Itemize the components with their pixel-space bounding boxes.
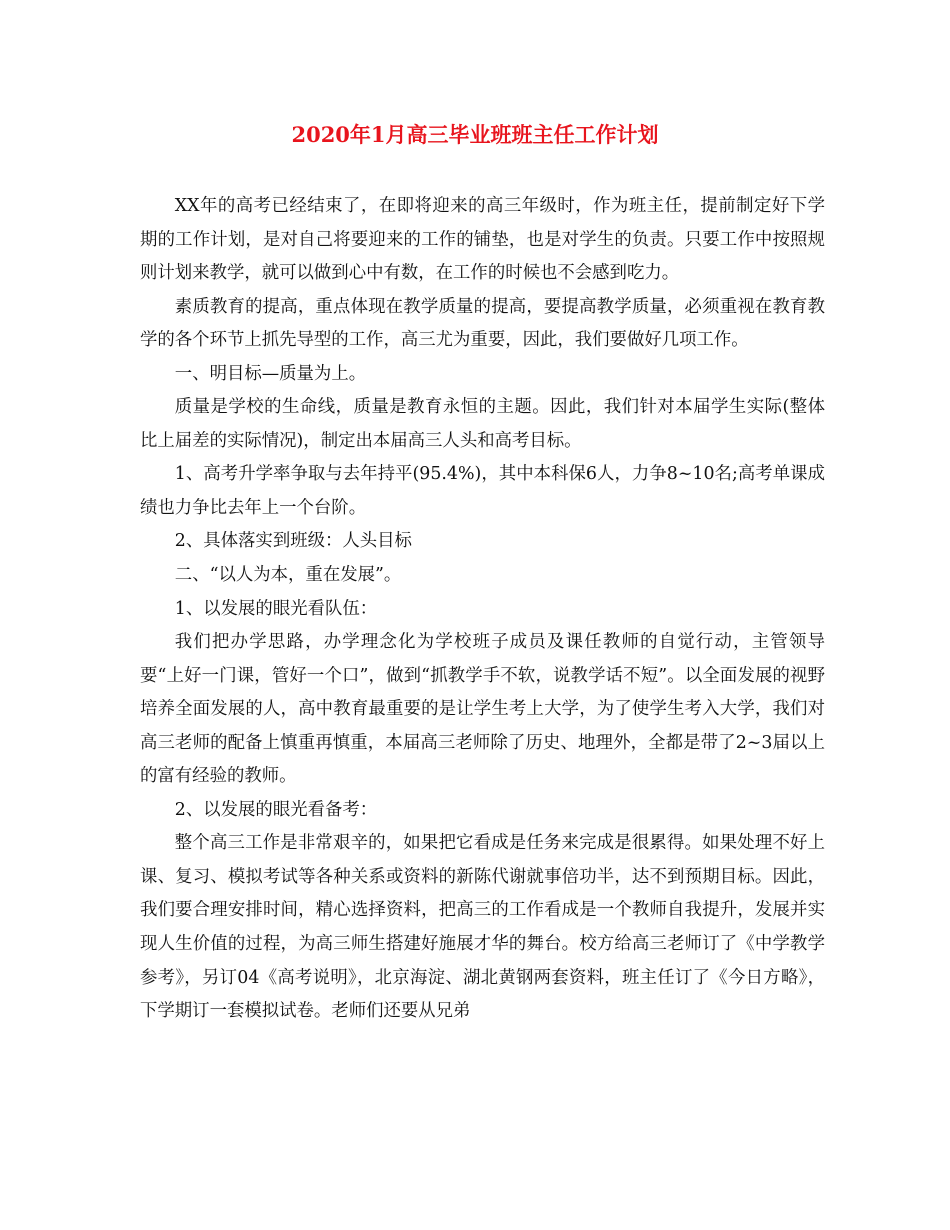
paragraph-exam-prep: 整个高三工作是非常艰辛的，如果把它看成是任务来完成是很累得。如果处理不好上课、复习、模拟考试等各种关系或资料的新陈代谢就事倍功半，达不到预期目标。因此，我们要合理安排时间，精心选择资料，把高三的工作看成是一个教师自我提升，发展并实现人生价值的过程，为高三师生搭建好施展才华的舞台。校方给高三老师订了《中学教学参考》，另订04《高考说明》，北京海淀、湖北黄钢两套资料，班主任订了《今日方略》，下学期订一套模拟试卷。老师们还要从兄弟 bbox=[140, 833, 825, 1022]
list-item-1: 1、高考升学率争取与去年持平(95.4%)，其中本科保6人，力争8~10名;高考单课成绩也力争比去年上一个台阶。 bbox=[140, 464, 825, 518]
paragraph-quality-education: 素质教育的提高，重点体现在教学质量的提高，要提高教学质量，必须重视在教育教学的各个环节上抓先导型的工作，高三尤为重要，因此，我们要做好几项工作。 bbox=[140, 296, 825, 351]
paragraph-team: 我们把办学思路，办学理念化为学校班子成员及课任教师的自觉行动，主管领导要“上好一门课，管好一个口”，做到“抓教学手不软，说教学话不短”。以全面发展的视野培养全面发展的人，高中教育最重要的是让学生考上大学，为了使学生考入大学，我们对高三老师的配备上慎重再慎重，本届高三老师除了历史、地理外，全都是带了2~3届以上的富有经验的教师。 bbox=[140, 632, 825, 787]
document-title: 2020年1月高三毕业班班主任工作计划 bbox=[291, 122, 659, 147]
paragraph-quality-lifeline: 质量是学校的生命线，质量是教育永恒的主题。因此，我们针对本届学生实际(整体比上届差的实际情况)，制定出本届高三人头和高考目标。 bbox=[140, 397, 825, 451]
subheading-exam-prep: 2、以发展的眼光看备考： bbox=[174, 799, 378, 820]
subheading-team: 1、以发展的眼光看队伍： bbox=[174, 598, 378, 619]
document-body bbox=[140, 190, 825, 1029]
paragraph-intro: XX年的高考已经结束了，在即将迎来的高三年级时，作为班主任，提前制定好下学期的工作计划，是对自己将要迎来的工作的铺垫，也是对学生的负责。只要工作中按照规则计划来教学，就可以做到心中有数，在工作的时候也不会感到吃力。 bbox=[140, 196, 825, 284]
heading-section-1: 一、明目标—质量为上。 bbox=[174, 363, 367, 384]
list-item-2: 2、具体落实到班级：人头目标 bbox=[174, 531, 412, 552]
heading-section-2: 二、“以人为本，重在发展”。 bbox=[174, 565, 402, 586]
